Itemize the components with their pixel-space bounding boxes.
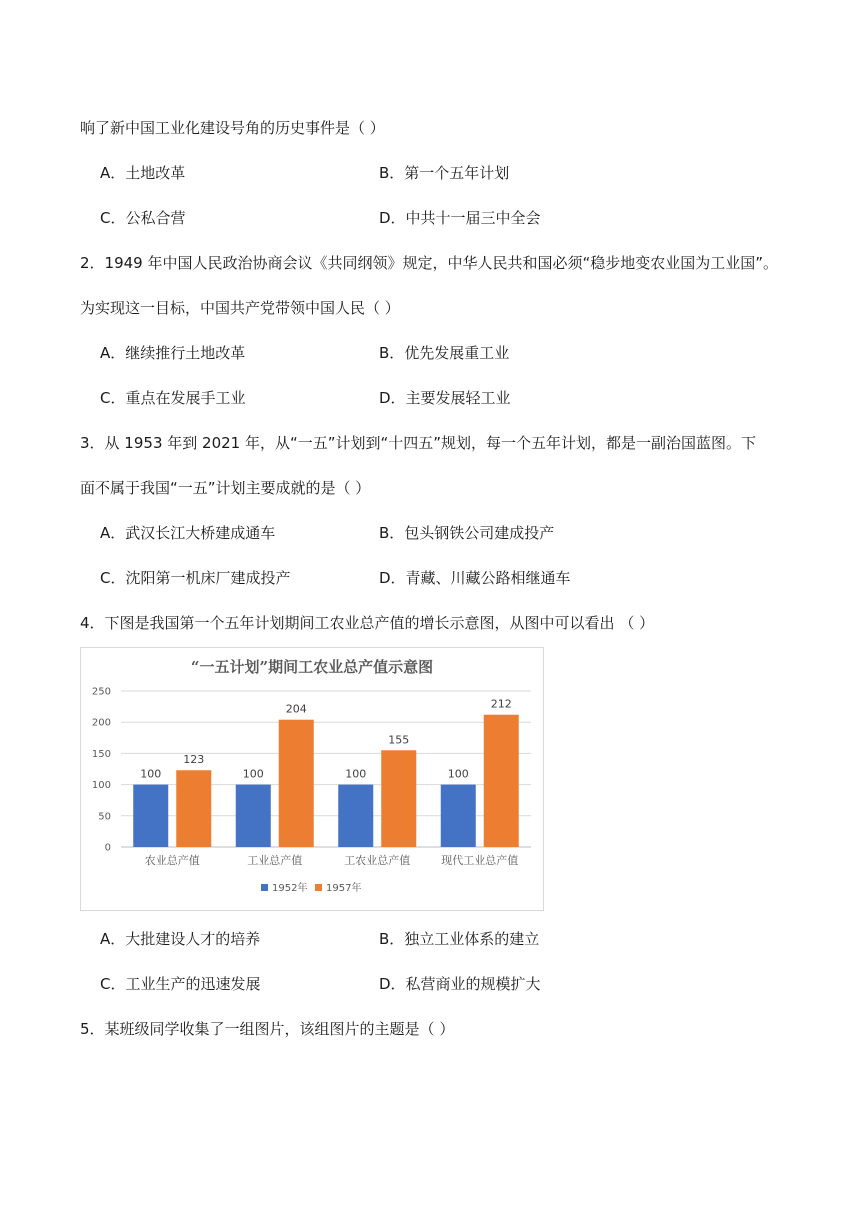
- chart-svg: [81, 648, 543, 910]
- legend-label: 1952年: [272, 883, 308, 894]
- legend-label: 1957年: [326, 883, 362, 894]
- q2-stem-line1: 2．1949 年中国人民政治协商会议《共同纲领》规定，中华人民共和国必须“稳步地变农业国为工业国”。: [80, 254, 779, 272]
- data-label: 204: [285, 702, 307, 716]
- chart-title: “一五计划”期间工农业总产值示意图: [190, 658, 434, 676]
- q5-stem: 5．某班级同学收集了一组图片，该组图片的主题是（ ）: [80, 1020, 455, 1038]
- q1-option-b[interactable]: B．第一个五年计划: [379, 164, 510, 182]
- q1-option-d[interactable]: D．中共十一届三中全会: [379, 209, 541, 227]
- q1-option-a[interactable]: A．土地改革: [100, 164, 186, 182]
- category-label: 工农业总产值: [344, 854, 411, 867]
- bar-1957年-农业总产值: [176, 770, 211, 847]
- y-tick-label: 0: [104, 842, 111, 854]
- q3-option-d[interactable]: D．青藏、川藏公路相继通车: [379, 569, 571, 587]
- category-label: 工业总产值: [247, 854, 303, 867]
- y-tick-label: 150: [91, 748, 111, 760]
- q3-stem-line1: 3．从 1953 年到 2021 年，从“一五”计划到“十四五”规划，每一个五年计划，都是一副治国蓝图。下: [80, 434, 757, 452]
- q2-stem-line2: 为实现这一目标，中国共产党带领中国人民（ ）: [80, 299, 400, 317]
- q2-option-a[interactable]: A．继续推行土地改革: [100, 344, 246, 362]
- bar-1957年-工业总产值: [279, 720, 314, 847]
- q4-option-d[interactable]: D．私营商业的规模扩大: [379, 975, 541, 993]
- data-label: 123: [183, 753, 205, 767]
- legend-swatch: [315, 884, 322, 891]
- y-tick-label: 250: [91, 686, 111, 698]
- q4-option-a[interactable]: A．大批建设人才的培养: [100, 930, 261, 948]
- bar-1952年-工业总产值: [236, 785, 271, 847]
- data-label: 100: [140, 767, 162, 781]
- data-label: 100: [345, 767, 367, 781]
- bar-1952年-农业总产值: [133, 785, 168, 847]
- y-tick-label: 50: [98, 811, 111, 823]
- y-tick-label: 200: [91, 717, 111, 729]
- data-label: 100: [242, 767, 264, 781]
- category-label: 现代工业总产值: [441, 854, 519, 867]
- q3-option-b[interactable]: B．包头钢铁公司建成投产: [379, 524, 555, 542]
- y-tick-label: 100: [91, 780, 111, 792]
- q3-stem-line2: 面不属于我国“一五”计划主要成就的是（ ）: [80, 479, 371, 497]
- output-value-chart: [80, 647, 544, 911]
- bar-1952年-工农业总产值: [338, 785, 373, 847]
- q3-option-c[interactable]: C．沈阳第一机床厂建成投产: [100, 569, 291, 587]
- q3-option-a[interactable]: A．武汉长江大桥建成通车: [100, 524, 276, 542]
- q2-option-b[interactable]: B．优先发展重工业: [379, 344, 510, 362]
- bar-1952年-现代工业总产值: [441, 785, 476, 847]
- legend-swatch: [261, 884, 268, 891]
- q4-stem: 4．下图是我国第一个五年计划期间工农业总产值的增长示意图，从图中可以看出 （ ）: [80, 614, 655, 632]
- category-label: 农业总产值: [144, 854, 200, 867]
- bar-1957年-现代工业总产值: [484, 715, 519, 847]
- bar-1957年-工农业总产值: [381, 750, 416, 847]
- q1-stem: 响了新中国工业化建设号角的历史事件是（ ）: [80, 119, 385, 137]
- data-label: 212: [490, 697, 512, 711]
- q4-option-c[interactable]: C．工业生产的迅速发展: [100, 975, 261, 993]
- data-label: 155: [388, 733, 410, 747]
- q4-option-b[interactable]: B．独立工业体系的建立: [379, 930, 540, 948]
- q1-option-c[interactable]: C．公私合营: [100, 209, 186, 227]
- q2-option-d[interactable]: D．主要发展轻工业: [379, 389, 511, 407]
- data-label: 100: [447, 767, 469, 781]
- q2-option-c[interactable]: C．重点在发展手工业: [100, 389, 246, 407]
